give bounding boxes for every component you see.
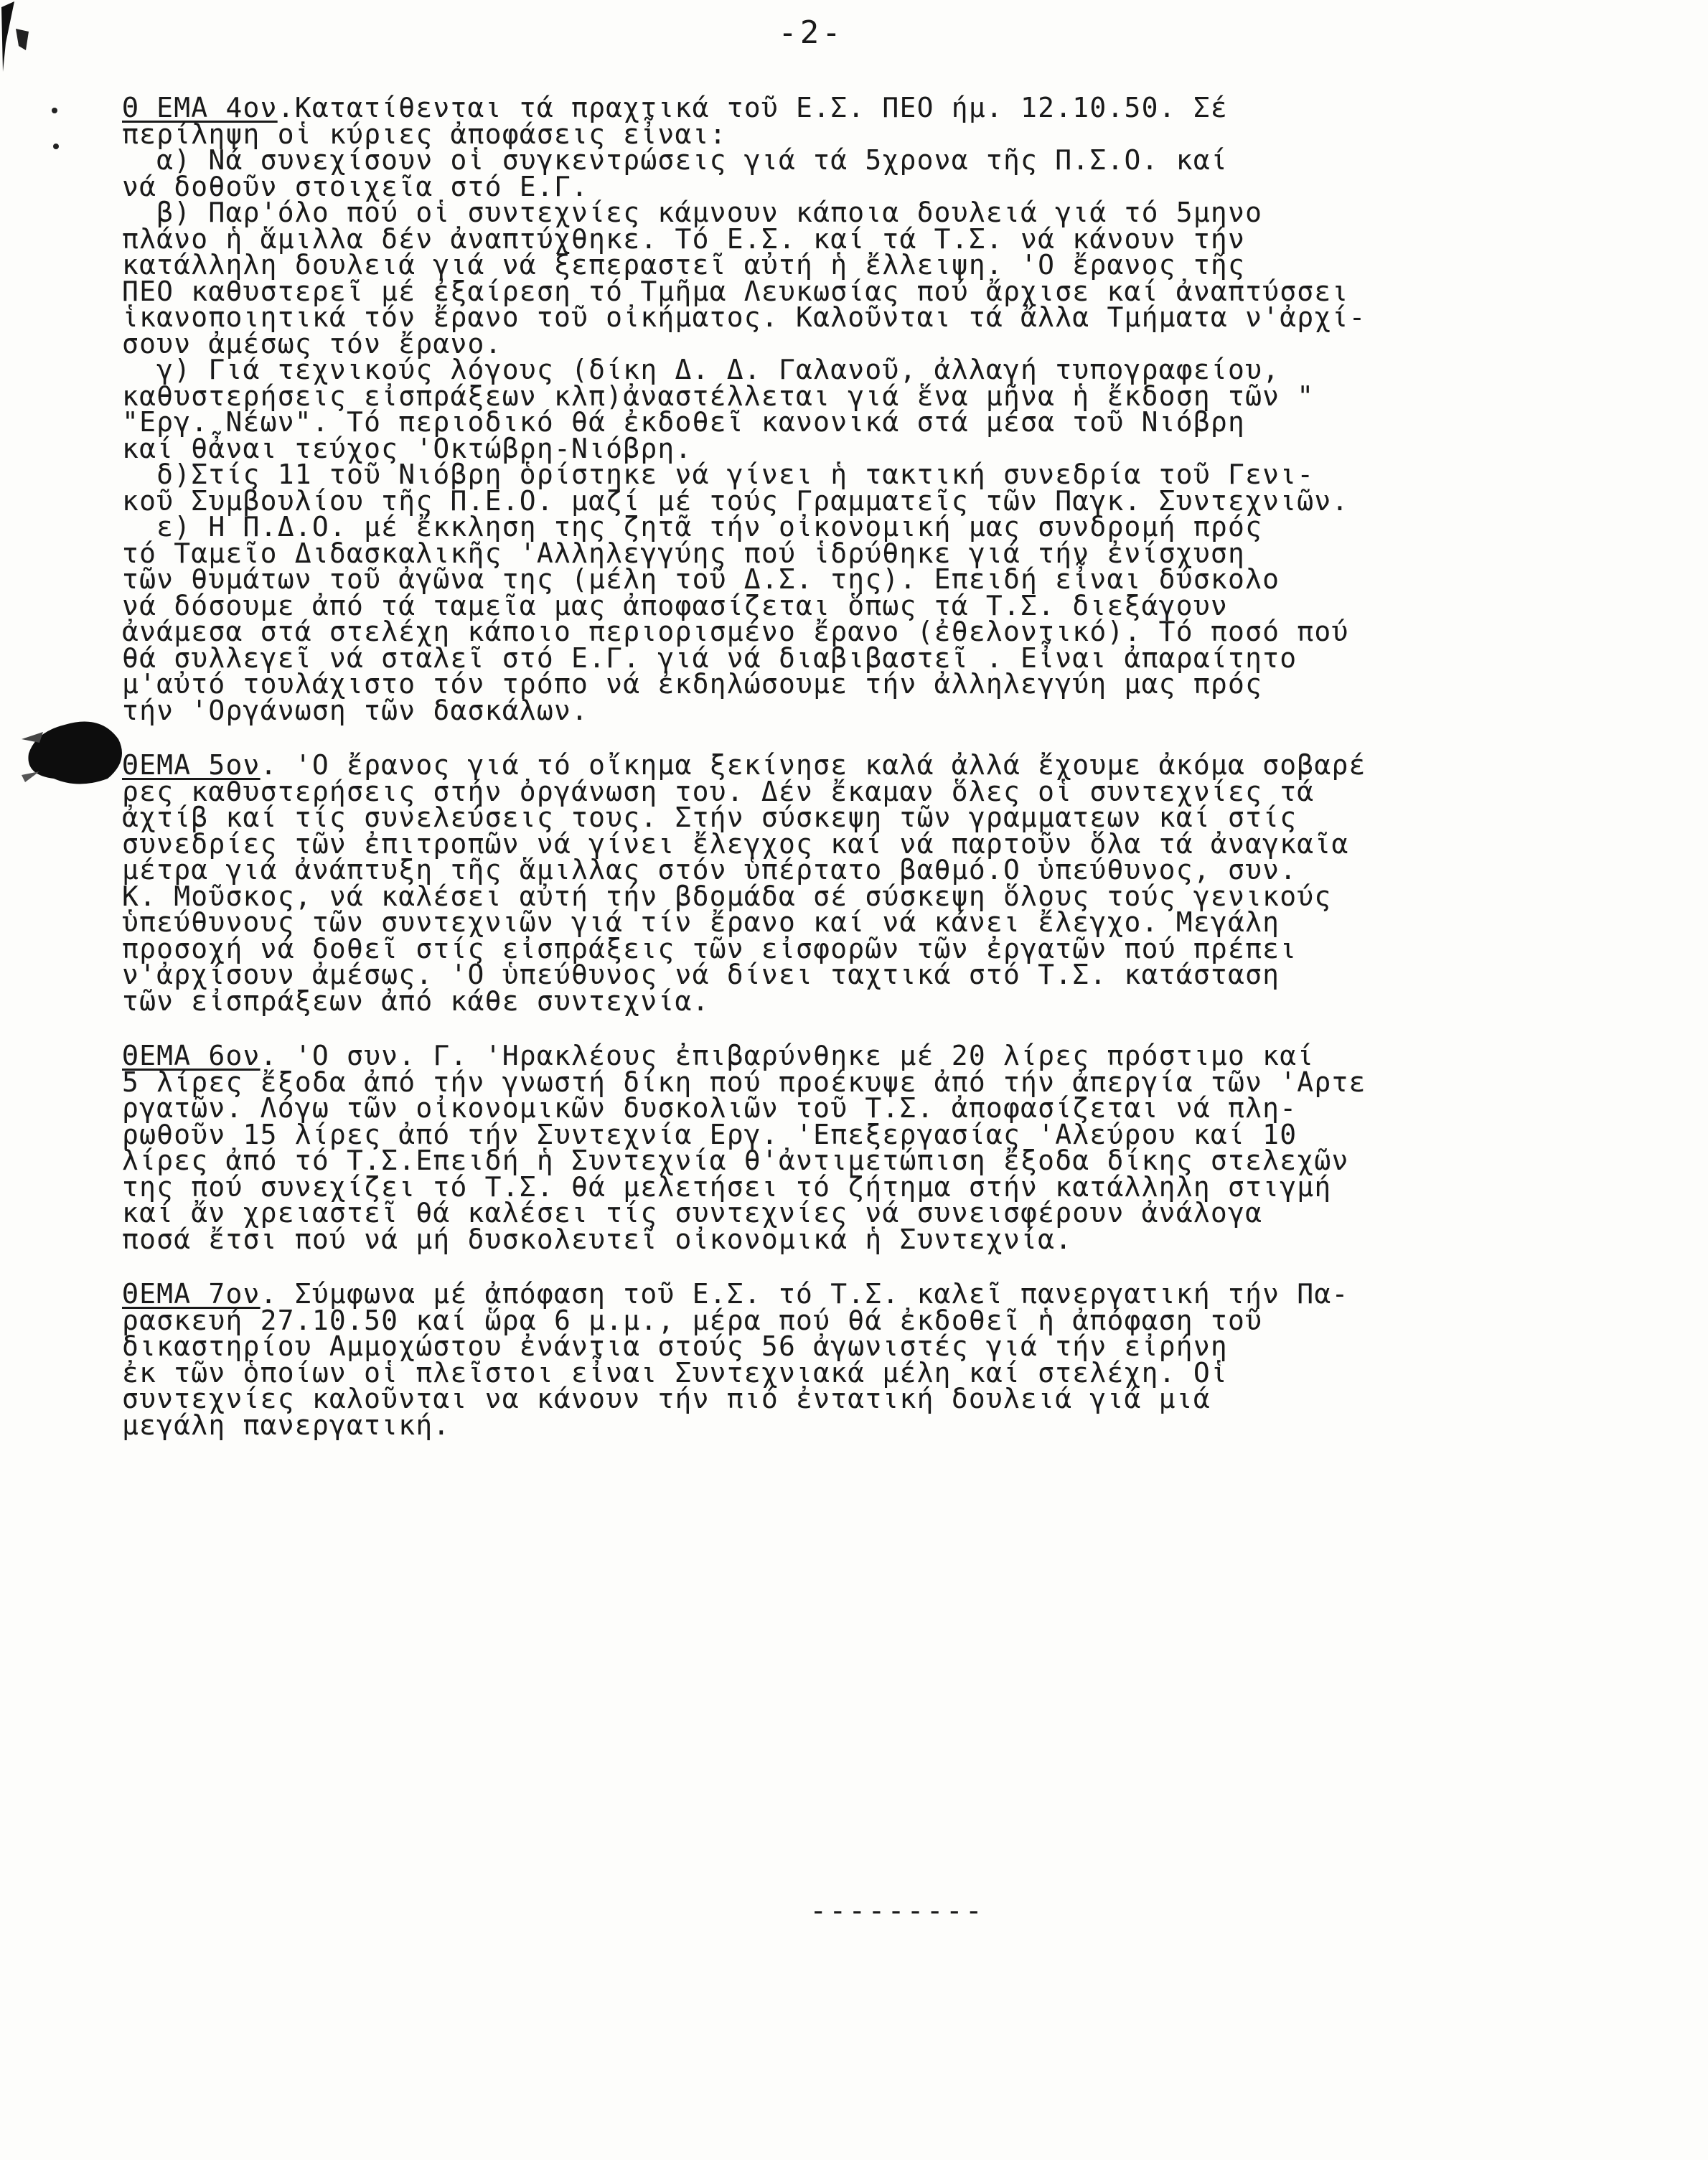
text-line: θά συλλεγεῖ νά σταλεῖ στό Ε.Γ. γιά νά διαβιβαστεῖ . Εἶναι ἀπαραίτητο (122, 642, 1298, 674)
text-line: ἀνάμεσα στά στελέχη κάποιο περιορισμένο ἔρανο (ἐθελοντικό). Τό ποσό πού (122, 616, 1349, 647)
section-theme-6 (122, 1040, 1701, 1255)
text-line: κοῦ Συμβουλίου τῆς Π.Ε.Ο. μαζί μέ τούς Γραμματεῖς τῶν Παγκ. Συντεχνιῶν. (122, 484, 1349, 517)
text-line: ρασκευή 27.10.50 καί ὥρα 6 μ.μ., μέρα πού θά ἐκδοθεῖ ἡ ἀπόφαση τοῦ (122, 1304, 1263, 1336)
text-line: καί θἆναι τεύχος 'Οκτώβρη-Νιόβρη. (122, 432, 693, 464)
section-theme-5 (122, 749, 1701, 1017)
text-line: περίληψη οἱ κύριες ἀποφάσεις εἶναι: (122, 118, 727, 150)
text-line: .Κατατίθενται τά πραχτικά τοῦ Ε.Σ. ΠΕΟ ήμ. 12.10.50. Σέ (277, 92, 1228, 123)
text-line: ἀχτίβ καί τίς συνελεύσεις τους. Στήν σύσκεψη τῶν γραμματεων καί στίς (122, 802, 1298, 833)
text-line: Κ. Μοῦσκος, νά καλέσει αὐτή τήν βδομάδα σέ σύσκεψη ὅλους τούς γενικούς (122, 880, 1332, 912)
text-line: . Σύμφωνα μέ ἀπόφαση τοῦ Ε.Σ. τό Τ.Σ. καλεῖ πανεργατική τήν Πα- (260, 1278, 1349, 1310)
text-line: καί ἄν χρειαστεῖ θά καλέσει τίς συντεχνίες νά συνεισφέρουν ἀνάλογα (122, 1197, 1263, 1229)
text-line: σουν ἀμέσως τόν ἔρανο. (122, 327, 502, 360)
text-line: ε) Η Π.Δ.Ο. μέ ἔκκληση της ζητᾶ τήν οἰκονομική μας συνδρομή πρός (122, 511, 1263, 543)
section-heading: ΘΕΜΑ 5ον (122, 749, 261, 781)
text-line: . 'Ο ἔρανος γιά τό οἴκημα ξεκίνησε καλά ἀλλά ἔχουμε ἀκόμα σοβαρέ (260, 749, 1366, 781)
ink-blot-mark (22, 710, 129, 789)
text-line: τῶν εἰσπράξεων ἀπό κάθε συντεχνία. (122, 985, 710, 1017)
section-theme-4 (122, 92, 1701, 726)
text-line: μ'αὐτό τουλάχιστο τόν τρόπο νά ἐκδηλώσουμε τήν ἀλληλεγγύη μας πρός (122, 668, 1263, 700)
text-line: ποσά ἔτσι πού νά μή δυσκολευτεῖ οἰκονομικά ἡ Συντεχνία. (122, 1223, 1073, 1255)
text-line: συντεχνίες καλοῦνται να κάνουν τήν πιό ἐντατική δουλειά γιά μιά (122, 1383, 1211, 1414)
text-line: ἱκανοποιητικά τόν ἔρανο τοῦ οἰκήματος. Καλοῦνται τά ἄλλα Τμήματα ν'ἀρχί- (122, 301, 1366, 333)
text-line: "Εργ. Νέων". Τό περιοδικό θά ἐκδοθεῖ κανονικά στά μέσα τοῦ Νιόβρη (122, 406, 1246, 438)
text-line: ρες καθυστερήσεις στήν ὀργάνωση του. Δέν ἔκαμαν ὅλες οἱ συντεχνίες τά (122, 775, 1315, 807)
text-line: συνεδρίες τῶν ἐπιτροπῶν νά γίνει ἔλεγχος καί νά παρτοῦν ὅλα τά ἀναγκαῖα (122, 827, 1349, 860)
text-line: ρωθοῦν 15 λίρες ἀπό τήν Συντεχνία Εργ. 'Επεξεργασίας 'Αλεύρου καί 10 (122, 1118, 1298, 1150)
document-body (122, 92, 1701, 1467)
section-heading: ΘΕΜΑ 6ον (122, 1040, 261, 1071)
text-line: μεγάλη πανεργατική. (122, 1409, 451, 1441)
text-line: καθυστερήσεις εἰσπράξεων κλπ)ἀναστέλλεται γιά ἕνα μῆνα ἡ ἔκδοση τῶν " (122, 380, 1315, 412)
text-line: α) Νά συνεχίσουν οἱ συγκεντρώσεις γιά τά 5χρονα τῆς Π.Σ.Ο. καί (122, 144, 1228, 176)
margin-dot (53, 144, 59, 149)
text-line: της πού συνεχίζει τό Τ.Σ. θά μελετήσει τό ζήτημα στήν κατάλληλη στιγμή (122, 1170, 1332, 1203)
section-heading: ΘΕΜΑ 7ον (122, 1278, 261, 1310)
closing-rule: --------- (810, 1894, 985, 1927)
text-line: ργατῶν. Λόγω τῶν οἰκονομικῶν δυσκολιῶν τοῦ Τ.Σ. ἀποφασίζεται νά πλη- (122, 1092, 1298, 1124)
text-line: ΠΕΟ καθυστερεῖ μέ ἐξαίρεση τό Τμῆμα Λευκωσίας πού ἄρχισε καί ἀναπτύσσει (122, 275, 1349, 307)
margin-dot (52, 108, 57, 113)
text-line: λίρες ἀπό τό Τ.Σ.Επειδή ἡ Συντεχνία θ'ἀντιμετώπιση ἔξοδα δίκης στελεχῶν (122, 1145, 1349, 1176)
text-line: νά δόσουμε ἀπό τά ταμεῖα μας ἀποφασίζεται ὅπως τά Τ.Σ. διεξάγουν (122, 589, 1228, 621)
text-line: κατάλληλη δουλειά γιά νά ξεπεραστεῖ αὐτή ἡ ἔλλειψη. 'Ο ἔρανος τῆς (122, 249, 1246, 281)
text-line: τῶν θυμάτων τοῦ ἀγῶνα της (μέλη τοῦ Δ.Σ. της). Επειδή εἶναι δύσκολο (122, 563, 1280, 595)
text-line: . 'Ο συν. Γ. 'Ηρακλέους ἐπιβαρύνθηκε μέ 20 λίρες πρόστιμο καί (260, 1040, 1315, 1071)
text-line: ἐκ τῶν ὁποίων οἱ πλεῖστοι εἶναι Συντεχνιακά μέλη καί στελέχη. Οἱ (122, 1356, 1228, 1389)
page-number: -2- (778, 14, 844, 51)
text-line: ὑπεύθυνους τῶν συντεχνιῶν γιά τίν ἔρανο καί νά κάνει ἔλεγχο. Μεγάλη (122, 906, 1280, 938)
text-line: γ) Γιά τεχνικούς λόγους (δίκη Δ. Δ. Γαλανοῦ, ἀλλαγή τυπογραφείου, (122, 354, 1280, 385)
text-line: προσοχή νά δοθεῖ στίς εἰσπράξεις τῶν εἰσφορῶν τῶν ἐργατῶν πού πρέπει (122, 932, 1298, 964)
section-theme-7 (122, 1278, 1701, 1441)
text-line: β) Παρ'όλο πού οἱ συντεχνίες κάμνουν κάποια δουλειά γιά τό 5μηνο (122, 197, 1263, 228)
text-line: δικαστηρίου Αμμοχώστου ἐνάντια στούς 56 ἀγωνιστές γιά τήν εἰρήνη (122, 1330, 1228, 1362)
text-line: 5 λίρες ἔξοδα ἀπό τήν γνωστή δίκη πού προέκυψε ἀπό τήν ἀπεργία τῶν 'Αρτε (122, 1066, 1366, 1098)
text-line: νά δοθοῦν στοιχεῖα στό Ε.Γ. (122, 170, 589, 202)
text-line: ν'ἀρχίσουν ἀμέσως. 'Ο ὑπεύθυνος νά δίνει ταχτικά στό Τ.Σ. κατάσταση (122, 959, 1280, 990)
section-heading: Θ ΕΜΑ 4ον (122, 92, 278, 123)
text-line: δ)Στίς 11 τοῦ Νιόβρη ὁρίστηκε νά γίνει ἡ τακτική συνεδρία τοῦ Γενι- (122, 459, 1315, 490)
text-line: μέτρα γιά ἀνάπτυξη τῆς ἅμιλλας στόν ὑπέρτατο βαθμό.Ο ὑπεύθυνος, συν. (122, 854, 1298, 886)
text-line: πλάνο ἡ ἅμιλλα δέν ἀναπτύχθηκε. Τό Ε.Σ. καί τά Τ.Σ. νά κάνουν τήν (122, 222, 1246, 255)
scan-corner-mark (0, 0, 43, 79)
text-line: τήν 'Οργάνωση τῶν δασκάλων. (122, 694, 589, 726)
text-line: τό Ταμεῖο Διδασκαλικῆς 'Αλληλεγγύης πού ἱδρύθηκε γιά τήν ἐνίσχυση (122, 537, 1246, 569)
